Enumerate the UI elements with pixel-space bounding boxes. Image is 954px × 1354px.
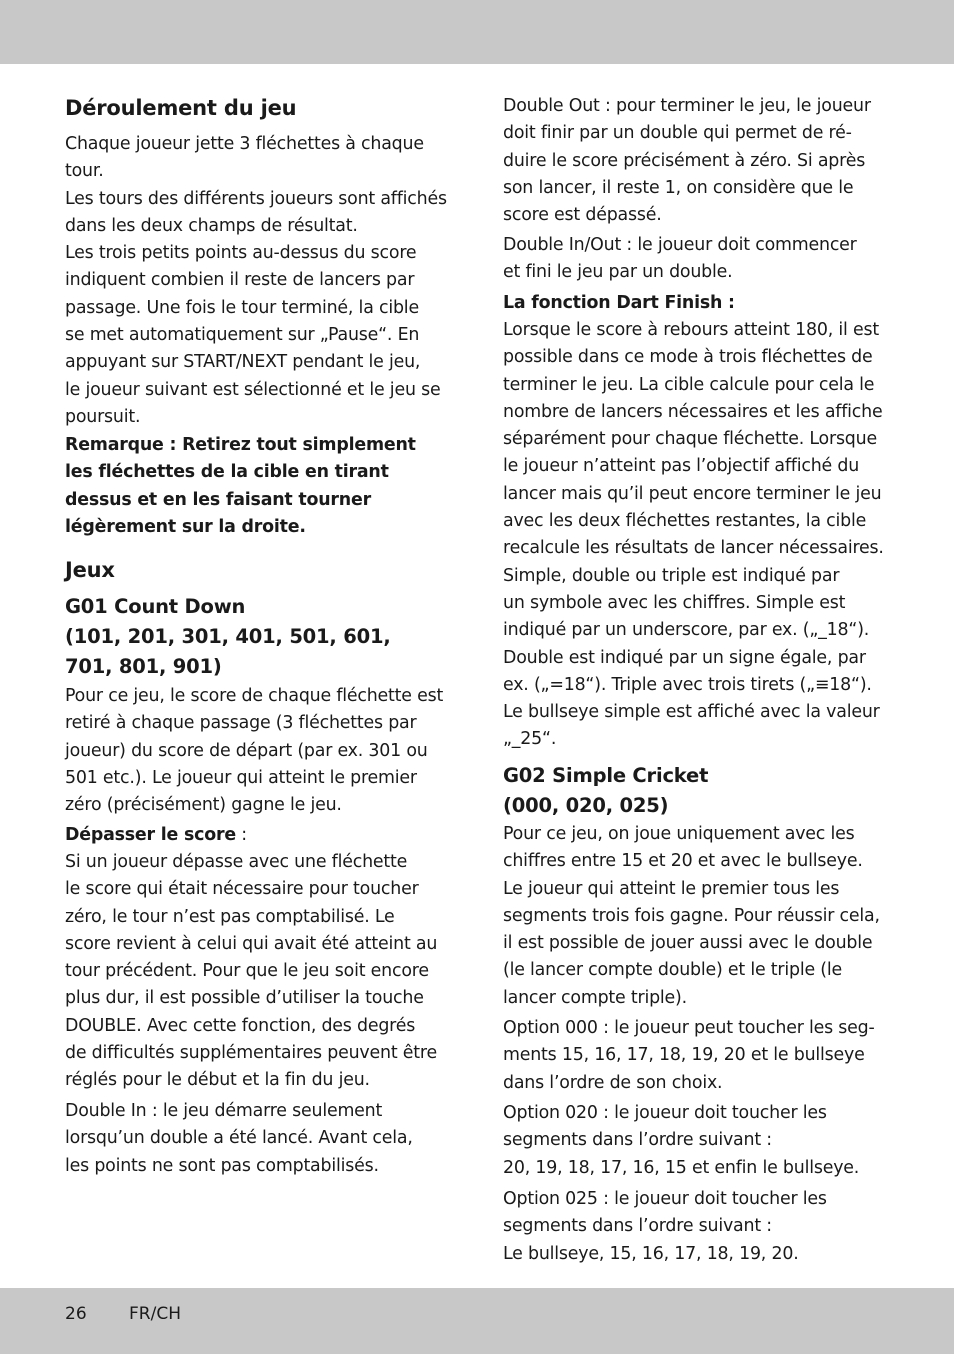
language-code: FR/CH <box>129 1304 181 1324</box>
text-line: passage. Une fois le tour terminé, la cible <box>65 297 419 318</box>
text-line: Option 000 : le joueur peut toucher les seg- <box>503 1018 875 1038</box>
para-deroulement <box>65 131 447 431</box>
text-line: zéro (précisément) gagne le jeu. <box>65 795 342 816</box>
text-line: Option 025 : le joueur doit toucher les <box>503 1189 827 1209</box>
text-line: poursuit. <box>65 406 141 427</box>
text-line: se met automatiquement sur „Pause“. En <box>65 325 420 346</box>
text-line: plus dur, il est possible d’utiliser la touche <box>65 988 424 1009</box>
text-line: Remarque : Retirez tout simplement <box>65 435 416 455</box>
text-line: Double Out : pour terminer le jeu, le joueur <box>503 96 871 116</box>
text-line: score revient à celui qui avait été atteint au <box>65 933 438 954</box>
bust-label-line <box>65 822 247 849</box>
text-line: ments 15, 16, 17, 18, 19, 20 et le bullseye <box>503 1045 865 1066</box>
text-line: indiqué par un underscore, par ex. („_18“). <box>503 620 870 641</box>
text-line: joueur) du score de départ (par ex. 301 ou <box>65 740 428 761</box>
text-line: Double In : le jeu démarre seulement <box>65 1101 383 1121</box>
text-line: le joueur suivant est sélectionné et le jeu se <box>65 379 441 400</box>
para-option-020 <box>503 1100 859 1182</box>
text-line: (000, 020, 025) <box>503 794 669 817</box>
bust-colon: : <box>235 825 247 845</box>
text-line: tour. <box>65 161 104 182</box>
text-line: les fléchettes de la cible en tirant <box>65 462 389 483</box>
text-line: segments dans l’ordre suivant : <box>503 1130 772 1151</box>
text-line: les points ne sont pas comptabilisés. <box>65 1155 379 1176</box>
text-line: retiré à chaque passage (3 fléchettes par <box>65 713 417 734</box>
text-line: le joueur n’atteint pas l’objectif affiché du <box>503 456 860 477</box>
heading-g01 <box>65 592 391 682</box>
para-option-000 <box>503 1015 875 1097</box>
text-line: ex. („=18“). Triple avec trois tirets („≡18“). <box>503 674 872 695</box>
text-line: Si un joueur dépasse avec une fléchette <box>65 852 408 872</box>
text-line: lorsqu’un double a été lancé. Avant cela, <box>65 1128 413 1149</box>
para-double-out <box>503 93 871 229</box>
text-line: segments dans l’ordre suivant : <box>503 1216 772 1237</box>
text-line: duire le score précisément à zéro. Si après <box>503 150 866 171</box>
text-line: dans l’ordre de son choix. <box>503 1072 723 1093</box>
text-line: Le bullseye, 15, 16, 17, 18, 19, 20. <box>503 1243 799 1264</box>
text-line: Double est indiqué par un signe égale, par <box>503 647 866 668</box>
text-line: lancer compte triple). <box>503 987 687 1008</box>
text-line: lancer mais qu’il peut encore terminer le jeu <box>503 483 882 504</box>
text-line: Option 020 : le joueur doit toucher les <box>503 1103 827 1123</box>
text-line: Le bullseye simple est affiché avec la valeur <box>503 702 880 723</box>
text-line: appuyant sur START/NEXT pendant le jeu, <box>65 352 421 373</box>
text-line: et fini le jeu par un double. <box>503 262 733 283</box>
text-line: terminer le jeu. La cible calcule pour cela le <box>503 374 875 395</box>
para-g01 <box>65 683 443 819</box>
text-line: nombre de lancers nécessaires et les affiche <box>503 401 883 422</box>
text-line: Les tours des différents joueurs sont affichés <box>65 188 447 209</box>
text-line: recalcule les résultats de lancer nécessaires. <box>503 538 884 559</box>
text-line: Les trois petits points au-dessus du score <box>65 243 417 264</box>
text-line: zéro, le tour n’est pas comptabilisé. Le <box>65 906 395 927</box>
text-line: Pour ce jeu, le score de chaque fléchette est <box>65 686 444 706</box>
text-line: tour précédent. Pour que le jeu soit encore <box>65 961 429 982</box>
text-line: indiquent combien il reste de lancers par <box>65 270 415 291</box>
heading-deroulement: Déroulement du jeu <box>65 96 297 120</box>
text-line: 501 etc.). Le joueur qui atteint le premier <box>65 767 417 788</box>
text-line: Lorsque le score à rebours atteint 180, il est <box>503 320 879 340</box>
text-line: (101, 201, 301, 401, 501, 601, <box>65 625 391 648</box>
text-line: il est possible de jouer aussi avec le double <box>503 933 873 954</box>
text-line: „_25“. <box>503 729 557 750</box>
page-number: 26 <box>65 1304 87 1324</box>
heading-g02 <box>503 761 708 821</box>
para-double-in <box>65 1098 413 1180</box>
text-line: Simple, double ou triple est indiqué par <box>503 565 840 586</box>
text-line: avec les deux fléchettes restantes, la cible <box>503 511 867 532</box>
heading-jeux: Jeux <box>65 558 115 582</box>
dart-finish-label-line <box>503 290 735 317</box>
text-line: dans les deux champs de résultat. <box>65 215 358 236</box>
dart-finish-label: La fonction Dart Finish : <box>503 293 735 313</box>
header-band <box>0 0 954 64</box>
text-line: doit finir par un double qui permet de ré- <box>503 123 852 144</box>
text-line: G02 Simple Cricket <box>503 764 709 787</box>
text-line: segments trois fois gagne. Pour réussir cela, <box>503 905 880 926</box>
bust-label: Dépasser le score <box>65 825 236 845</box>
text-line: légèrement sur la droite. <box>65 516 306 537</box>
text-line: le score qui était nécessaire pour toucher <box>65 879 419 900</box>
text-line: DOUBLE. Avec cette fonction, des degrés <box>65 1015 416 1036</box>
text-line: dessus et en les faisant tourner <box>65 489 371 510</box>
text-line: Chaque joueur jette 3 fléchettes à chaque <box>65 134 424 154</box>
text-line: possible dans ce mode à trois fléchettes de <box>503 347 873 368</box>
text-line: Double In/Out : le joueur doit commencer <box>503 235 857 255</box>
text-line: 701, 801, 901) <box>65 655 222 678</box>
text-line: réglés pour le début et la fin du jeu. <box>65 1070 370 1091</box>
text-line: 20, 19, 18, 17, 16, 15 et enfin le bullseye. <box>503 1157 860 1178</box>
text-line: séparément pour chaque fléchette. Lorsque <box>503 429 877 450</box>
text-line: chiffres entre 15 et 20 et avec le bullseye. <box>503 851 863 872</box>
para-dart-finish <box>503 317 884 754</box>
text-line: Pour ce jeu, on joue uniquement avec les <box>503 824 855 844</box>
text-line: (le lancer compte double) et le triple (le <box>503 960 843 981</box>
text-line: score est dépassé. <box>503 205 662 226</box>
text-line: Le joueur qui atteint le premier tous les <box>503 878 840 899</box>
para-g02 <box>503 821 880 1012</box>
remark-note <box>65 432 416 541</box>
para-option-025 <box>503 1186 827 1268</box>
para-double-in-out <box>503 232 857 287</box>
text-line: son lancer, il reste 1, on considère que le <box>503 177 854 198</box>
text-line: un symbole avec les chiffres. Simple est <box>503 592 846 613</box>
text-line: de difficultés supplémentaires peuvent être <box>65 1043 437 1064</box>
text-line: G01 Count Down <box>65 595 246 618</box>
para-bust <box>65 849 437 1095</box>
